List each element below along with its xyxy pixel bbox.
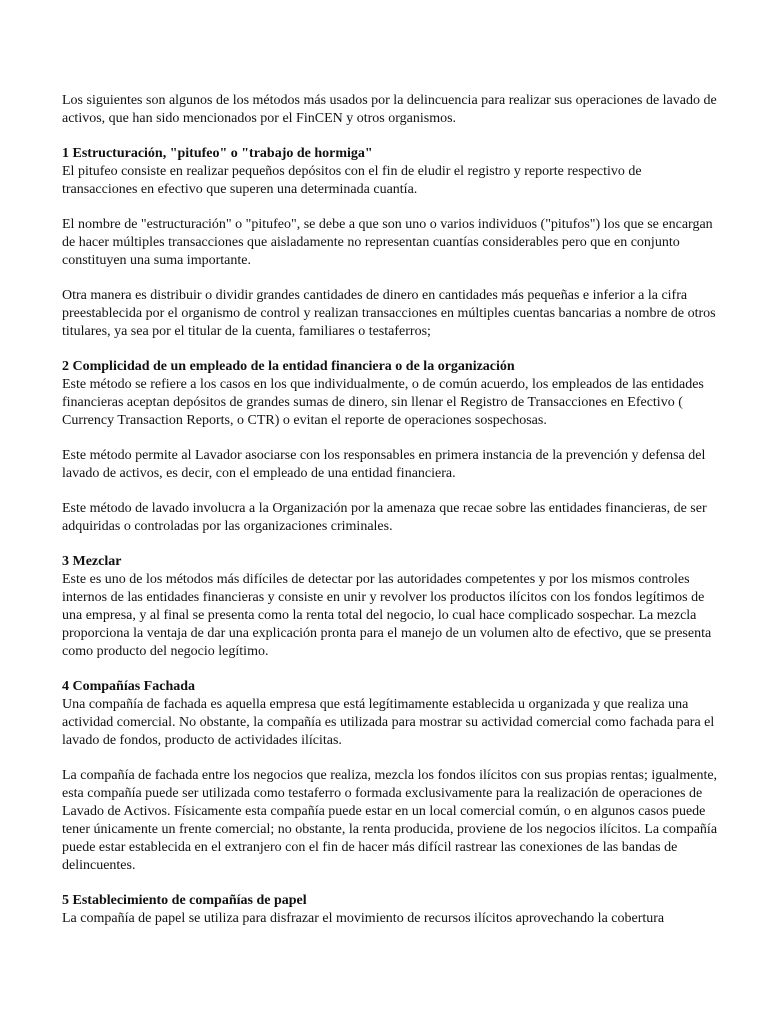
- section-paragraph: Otra manera es distribuir o dividir grandes cantidades de dinero en cantidades más pequeñas e inferior a la cifra preestablecida por el organismo de control y realizan transacciones en múltiples cuentas bancarias a nombre de otros titulares, ya sea por el titular de la cuenta, familiares o testaferros;: [62, 288, 716, 339]
- section-paragraph: La compañía de fachada entre los negocios que realiza, mezcla los fondos ilícitos con sus propias rentas; igualmente, esta compañía puede ser utilizada como testaferro o formada exclusivamente para la realización de operaciones de Lavado de Activos. Físicamente esta compañía puede estar en un local comercial común, o en algunos casos puede tener únicamente un frente comercial; no obstante, la renta producida, proviene de los negocios ilícitos. La compañía puede estar establecida en el extranjero con el fin de hacer más difícil rastrear las conexiones de las bandas de delincuentes.: [62, 768, 718, 873]
- section-paragraph: Este método permite al Lavador asociarse con los responsables en primera instancia de la prevención y defensa del lavado de activos, es decir, con el empleado de una entidad financiera.: [62, 448, 706, 481]
- section-paragraph: El nombre de "estructuración" o "pitufeo", se debe a que son uno o varios individuos ("pitufos") los que se encargan de hacer múltiples transacciones que aisladamente no representan cuantías considerables pero que en conjunto constituyen una suma importante.: [62, 217, 713, 268]
- section-2: [62, 358, 718, 536]
- section-heading: 1 Estructuración, "pitufeo" o "trabajo de hormiga": [62, 146, 373, 161]
- section-heading: 4 Compañías Fachada: [62, 679, 196, 694]
- section-paragraph: Este es uno de los métodos más difíciles de detectar por las autoridades competentes y por los mismos controles internos de las entidades financieras y consiste en unir y revolver los productos ilícitos con los fondos legítimos de una empresa, y al final se presenta como la renta total del negocio, lo cual hace complicado sospechar. La mezcla proporciona la ventaja de dar una explicación pronta para el manejo de un volumen alto de efectivo, que se presenta como producto del negocio legítimo.: [62, 572, 712, 659]
- section-paragraph: Este método de lavado involucra a la Organización por la amenaza que recae sobre las entidades financieras, de ser adquiridas o controladas por las organizaciones criminales.: [62, 501, 707, 534]
- section-paragraph: Una compañía de fachada es aquella empresa que está legítimamente establecida u organizada y que realiza una actividad comercial. No obstante, la compañía es utilizada para mostrar su actividad comercial como fachada para el lavado de fondos, producto de actividades ilícitas.: [62, 697, 715, 748]
- section-1: [62, 145, 718, 341]
- section-3: [62, 553, 718, 661]
- section-paragraph: La compañía de papel se utiliza para disfrazar el movimiento de recursos ilícitos aprovechando la cobertura: [62, 911, 665, 926]
- section-paragraph: Este método se refiere a los casos en los que individualmente, o de común acuerdo, los empleados de las entidades financieras aceptan depósitos de grandes sumas de dinero, sin llenar el Registro de Transacciones en Efectivo ( Currency Transaction Reports, o CTR) o evitan el reporte de operaciones sospechosas.: [62, 377, 704, 428]
- section-heading: 3 Mezclar: [62, 554, 122, 569]
- document-page: [62, 92, 718, 945]
- intro-paragraph: Los siguientes son algunos de los métodos más usados por la delincuencia para realizar sus operaciones de lavado de activos, que han sido mencionados por el FinCEN y otros organismos.: [62, 93, 717, 126]
- section-5: [62, 892, 718, 928]
- section-4: [62, 678, 718, 875]
- section-paragraph: El pitufeo consiste en realizar pequeños depósitos con el fin de eludir el registro y reporte respectivo de transacciones en efectivo que superen una determinada cuantía.: [62, 164, 642, 197]
- section-heading: 2 Complicidad de un empleado de la entidad financiera o de la organización: [62, 359, 515, 374]
- section-heading: 5 Establecimiento de compañías de papel: [62, 893, 307, 908]
